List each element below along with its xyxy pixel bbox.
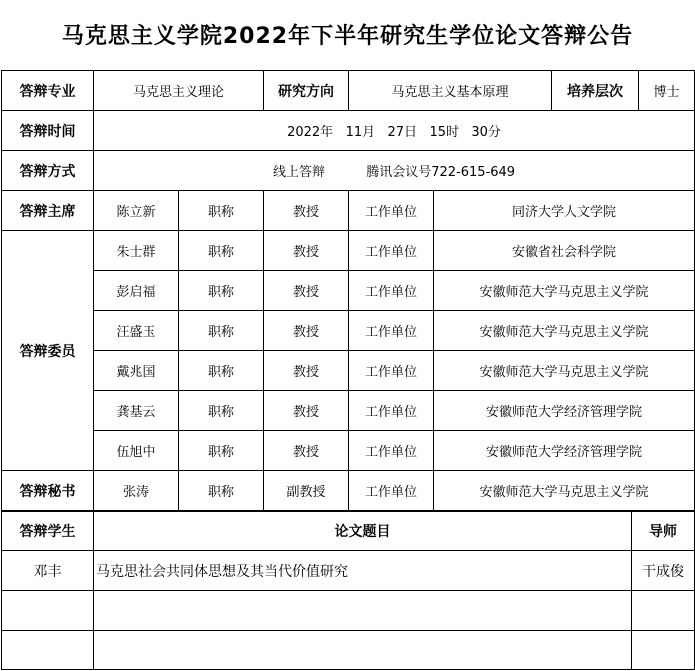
student-header: 答辩学生 bbox=[2, 512, 94, 551]
time-row bbox=[2, 111, 695, 151]
member-title-label: 职称 bbox=[179, 391, 264, 431]
advisor-name bbox=[632, 631, 695, 670]
member-title: 教授 bbox=[264, 271, 349, 311]
secretary-name: 张涛 bbox=[94, 471, 179, 511]
member-name: 汪盛玉 bbox=[94, 311, 179, 351]
member-unit-label: 工作单位 bbox=[349, 311, 434, 351]
thesis-title: 马克思社会共同体思想及其当代价值研究 bbox=[94, 551, 632, 591]
member-unit: 安徽师范大学马克思主义学院 bbox=[434, 271, 695, 311]
thesis-header: 论文题目 bbox=[94, 512, 632, 551]
member-title: 教授 bbox=[264, 431, 349, 471]
student-name bbox=[2, 591, 94, 631]
member-unit: 安徽师范大学马克思主义学院 bbox=[434, 311, 695, 351]
member-title: 教授 bbox=[264, 351, 349, 391]
member-unit: 安徽师范大学马克思主义学院 bbox=[434, 351, 695, 391]
major-value: 马克思主义理论 bbox=[94, 71, 264, 111]
member-title-label: 职称 bbox=[179, 351, 264, 391]
member-unit: 安徽省社会科学院 bbox=[434, 231, 695, 271]
advisor-header: 导师 bbox=[632, 512, 695, 551]
mode-value: 线上答辩 腾讯会议号722-615-649 bbox=[94, 151, 695, 191]
thesis-title bbox=[94, 591, 632, 631]
member-name: 彭启福 bbox=[94, 271, 179, 311]
time-label: 答辩时间 bbox=[2, 111, 94, 151]
member-row bbox=[2, 431, 695, 471]
member-unit: 安徽师范大学经济管理学院 bbox=[434, 391, 695, 431]
mode-row bbox=[2, 151, 695, 191]
member-unit: 安徽师范大学经济管理学院 bbox=[434, 431, 695, 471]
member-title: 教授 bbox=[264, 391, 349, 431]
member-unit-label: 工作单位 bbox=[349, 271, 434, 311]
committee-table bbox=[1, 70, 695, 511]
chair-name: 陈立新 bbox=[94, 191, 179, 231]
member-title: 教授 bbox=[264, 231, 349, 271]
student-name: 邓丰 bbox=[2, 551, 94, 591]
direction-label: 研究方向 bbox=[264, 71, 349, 111]
chair-unit: 同济大学人文学院 bbox=[434, 191, 695, 231]
secretary-label: 答辩秘书 bbox=[2, 471, 94, 511]
students-table bbox=[1, 511, 695, 670]
level-value: 博士 bbox=[639, 71, 695, 111]
member-name: 龚基云 bbox=[94, 391, 179, 431]
level-label: 培养层次 bbox=[552, 71, 639, 111]
major-row bbox=[2, 71, 695, 111]
advisor-name bbox=[632, 591, 695, 631]
student-name bbox=[2, 631, 94, 670]
mode-label: 答辩方式 bbox=[2, 151, 94, 191]
thesis-title bbox=[94, 631, 632, 670]
student-row bbox=[2, 551, 695, 591]
member-row bbox=[2, 311, 695, 351]
chair-row bbox=[2, 191, 695, 231]
member-unit-label: 工作单位 bbox=[349, 231, 434, 271]
member-unit-label: 工作单位 bbox=[349, 391, 434, 431]
chair-title: 教授 bbox=[264, 191, 349, 231]
major-label: 答辩专业 bbox=[2, 71, 94, 111]
time-value: 2022年 11月 27日 15时 30分 bbox=[94, 111, 695, 151]
member-title-label: 职称 bbox=[179, 231, 264, 271]
chair-label: 答辩主席 bbox=[2, 191, 94, 231]
member-name: 伍旭中 bbox=[94, 431, 179, 471]
students-header-row bbox=[2, 512, 695, 551]
member-name: 朱士群 bbox=[94, 231, 179, 271]
member-title-label: 职称 bbox=[179, 431, 264, 471]
member-row bbox=[2, 271, 695, 311]
secretary-title-label: 职称 bbox=[179, 471, 264, 511]
member-name: 戴兆国 bbox=[94, 351, 179, 391]
member-row bbox=[2, 231, 695, 271]
member-unit-label: 工作单位 bbox=[349, 351, 434, 391]
chair-unit-label: 工作单位 bbox=[349, 191, 434, 231]
secretary-row bbox=[2, 471, 695, 511]
members-label: 答辩委员 bbox=[2, 231, 94, 471]
member-row bbox=[2, 391, 695, 431]
advisor-name: 干成俊 bbox=[632, 551, 695, 591]
chair-title-label: 职称 bbox=[179, 191, 264, 231]
secretary-title: 副教授 bbox=[264, 471, 349, 511]
direction-value: 马克思主义基本原理 bbox=[349, 71, 552, 111]
member-title-label: 职称 bbox=[179, 311, 264, 351]
member-title-label: 职称 bbox=[179, 271, 264, 311]
secretary-unit: 安徽师范大学马克思主义学院 bbox=[434, 471, 695, 511]
student-row bbox=[2, 591, 695, 631]
member-row bbox=[2, 351, 695, 391]
page-title: 马克思主义学院2022年下半年研究生学位论文答辩公告 bbox=[61, 23, 634, 49]
student-row bbox=[2, 631, 695, 670]
member-unit-label: 工作单位 bbox=[349, 431, 434, 471]
secretary-unit-label: 工作单位 bbox=[349, 471, 434, 511]
member-title: 教授 bbox=[264, 311, 349, 351]
